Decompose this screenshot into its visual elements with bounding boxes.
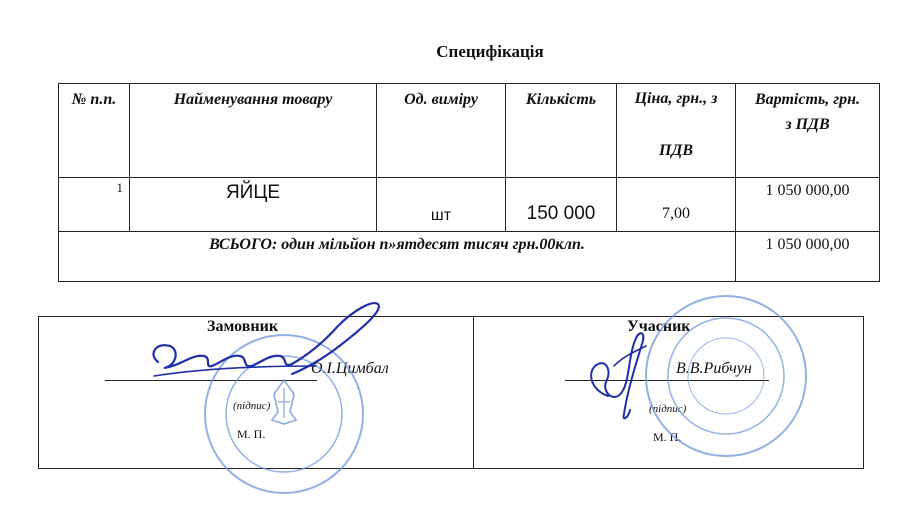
specification-table xyxy=(58,83,880,282)
supplier-seal-place: М. П. xyxy=(653,430,682,444)
supplier-signature-line xyxy=(565,380,769,381)
header-price xyxy=(617,84,736,178)
header-num: № п.п. xyxy=(59,84,130,178)
row-unit: шт xyxy=(377,178,506,232)
total-value: 1 050 000,00 xyxy=(736,232,880,282)
table-header-row xyxy=(59,84,880,178)
document-title: Специфікація xyxy=(436,42,544,61)
row-num: 1 xyxy=(59,178,130,232)
table-total-row xyxy=(59,232,880,282)
signatures-divider xyxy=(473,317,474,468)
row-qty: 150 000 xyxy=(506,178,617,232)
header-price-text: Ціна, грн., з ПДВ xyxy=(634,90,718,159)
row-price: 7,00 xyxy=(617,178,736,232)
customer-seal-place: М. П. xyxy=(237,427,266,441)
row-name: ЯЙЦЕ xyxy=(130,178,377,232)
supplier-role: Учасник xyxy=(627,318,691,335)
header-name: Найменування товару xyxy=(130,84,377,178)
customer-signature-line xyxy=(105,380,317,381)
customer-sign-caption: (підпис) xyxy=(233,400,271,412)
table-row xyxy=(59,178,880,232)
customer-role: Замовник xyxy=(207,318,279,335)
supplier-sign-caption: (підпис) xyxy=(649,403,687,415)
total-label: ВСЬОГО: один мільйон п»ятдесят тисяч грн.00клп. xyxy=(59,232,736,282)
header-unit: Од. виміру xyxy=(377,84,506,178)
header-qty: Кількість xyxy=(506,84,617,178)
row-value: 1 050 000,00 xyxy=(736,178,880,232)
signatures-block xyxy=(38,316,864,469)
customer-name: О.І.Цимбал xyxy=(311,360,389,377)
supplier-name: В.В.Рибчун xyxy=(676,360,752,377)
header-value: Вартість, грн. з ПДВ xyxy=(736,84,880,178)
